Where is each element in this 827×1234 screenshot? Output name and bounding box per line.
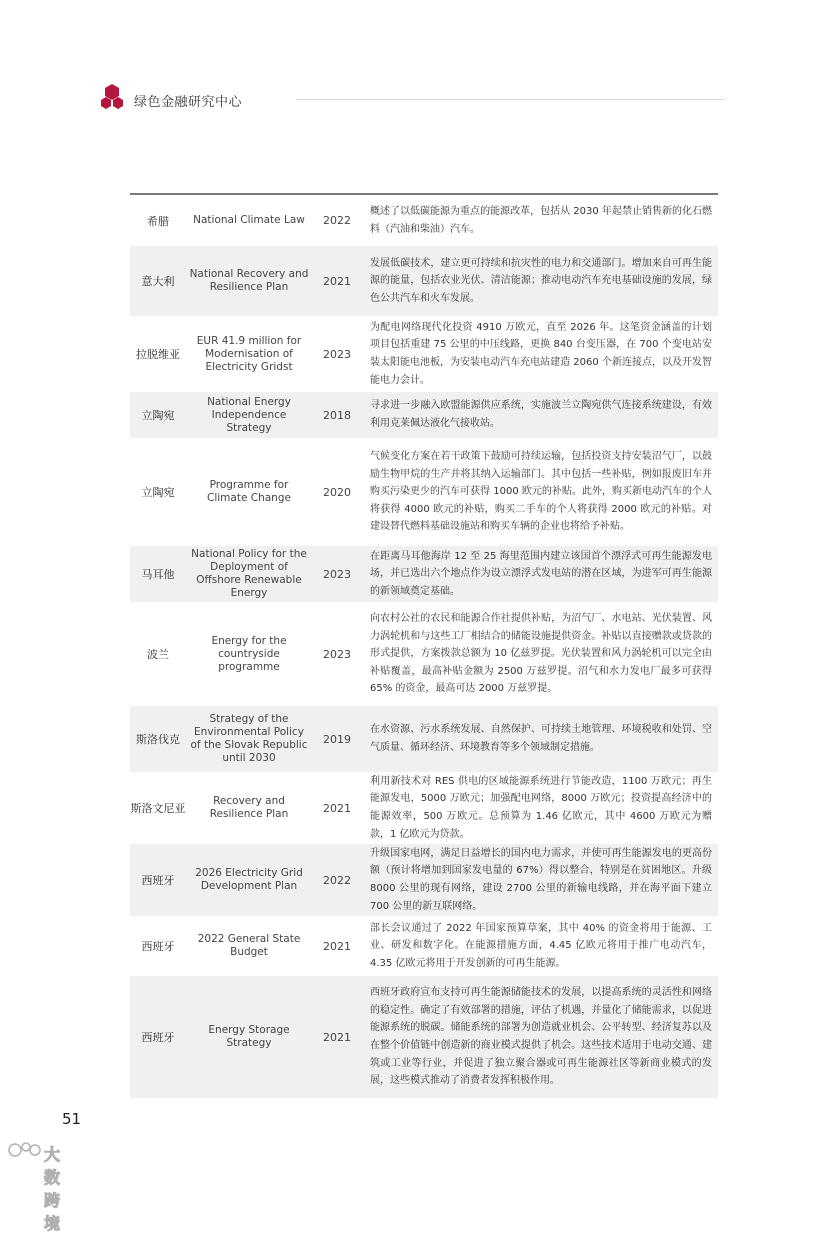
table-row [130,844,718,916]
org-name: 绿色金融研究中心 [134,95,243,110]
description-cell: 概述了以低碳能源为重点的能源改革，包括从 2030 年起禁止销售新的化石燃料（汽油和柴油）汽车。 [362,194,718,246]
table-row [130,772,718,844]
description-cell: 在距离马耳他海岸 12 至 25 海里范围内建立该国首个漂浮式可再生能源发电场，并已选出六个地点作为设立漂浮式发电站的潜在区域，为进军可再生能源的新领域奠定基础。 [362,546,718,602]
policy-name-cell: National Energy Independence Strategy [186,392,312,438]
policy-name-cell: 2022 General State Budget [186,916,312,976]
table-row [130,706,718,772]
country-cell: 斯洛伐克 [130,706,186,772]
year-cell: 2021 [312,772,362,844]
policy-name-cell: Programme for Climate Change [186,438,312,546]
year-cell: 2021 [312,916,362,976]
policy-name-cell: National Recovery and Resilience Plan [186,246,312,316]
year-cell: 2021 [312,976,362,1098]
description-cell: 向农村公社的农民和能源合作社提供补贴，为沼气厂、水电站、光伏装置、风力涡轮机和与这些工厂相结合的储能设施提供资金。补贴以直接赠款或贷款的形式提供，方案拨款总额为 10 亿兹罗提。光伏装置和风力涡轮机可以完全由补贴覆盖，最高补贴金额为 2500 万兹罗提。沼气和水力发电厂最多可获得 65% 的资金，最高可达 2000 万兹罗提。 [362,602,718,706]
country-cell: 西班牙 [130,916,186,976]
year-cell: 2022 [312,844,362,916]
hexagon-cluster-logo-icon [100,84,124,112]
policy-name-cell: EUR 41.9 million for Modernisation of Electricity Gridst [186,316,312,392]
watermark-text: 大数跨境 [44,1145,62,1233]
country-cell: 斯洛文尼亚 [130,772,186,844]
policy-name-cell: Energy for the countryside programme [186,602,312,706]
country-cell: 西班牙 [130,844,186,916]
description-cell: 寻求进一步融入欧盟能源供应系统，实施波兰立陶宛供气连接系统建设，有效利用克莱佩达液化气接收站。 [362,392,718,438]
description-cell: 西班牙政府宣布支持可再生能源储能技术的发展，以提高系统的灵活性和网络的稳定性。确定了有效部署的措施，评估了机遇，并量化了储能需求，以促进能源系统的脱碳。储能系统的部署为创造就业机会、公平转型、经济复苏以及在整个价值链中创造新的商业模式提供了机会。这些技术适用于电动交通、建筑或工业等行业，并促进了独立聚合器或可再生能源社区等新商业模式的发展，这些模式推动了消费者发挥积极作用。 [362,976,718,1098]
policy-name-cell: National Climate Law [186,194,312,246]
policy-table [130,193,718,1098]
description-cell: 升级国家电网，满足日益增长的国内电力需求，并使可再生能源发电的更高份额（预计将增加到国家发电量的 67%）得以整合，特别是在贫困地区。升级 8000 公里的现有网络，建设 2700 公里的新输电线路，并在海平面下建立 700 公里的新互联网络。 [362,844,718,916]
table-row [130,602,718,706]
country-cell: 立陶宛 [130,438,186,546]
year-cell: 2020 [312,438,362,546]
country-cell: 立陶宛 [130,392,186,438]
country-cell: 西班牙 [130,976,186,1098]
table-row [130,976,718,1098]
year-cell: 2023 [312,316,362,392]
country-cell: 意大利 [130,246,186,316]
table-row [130,438,718,546]
year-cell: 2023 [312,546,362,602]
policy-name-cell: National Policy for the Deployment of Offshore Renewable Energy [186,546,312,602]
table-row [130,246,718,316]
description-cell: 部长会议通过了 2022 年国家预算草案，其中 40% 的资金将用于能源、工业、研发和数字化。在能源措施方面，4.45 亿欧元将用于推广电动汽车，4.35 亿欧元将用于开发创新的可再生能源。 [362,916,718,976]
policy-name-cell: Strategy of the Environmental Policy of the Slovak Republic until 2030 [186,706,312,772]
table-row [130,916,718,976]
description-cell: 为配电网络现代化投资 4910 万欧元，直至 2026 年。这笔资金涵盖的计划项目包括重建 75 公里的中压线路，更换 840 台变压器，在 700 个变电站安装太阳能电池板，为安装电动汽车充电站建造 2060 个新连接点，以及开发智能电力会计。 [362,316,718,392]
year-cell: 2019 [312,706,362,772]
description-cell: 利用新技术对 RES 供电的区域能源系统进行节能改造，1100 万欧元；再生能源发电，5000 万欧元；加强配电网络，8000 万欧元；投资提高经济中的能源效率，500 万欧元。总预算为 1.46 亿欧元，其中 4600 万欧元为赠款，1 亿欧元为贷款。 [362,772,718,844]
year-cell: 2022 [312,194,362,246]
year-cell: 2023 [312,602,362,706]
table-row [130,316,718,392]
year-cell: 2021 [312,246,362,316]
table-row [130,546,718,602]
country-cell: 波兰 [130,602,186,706]
country-cell: 希腊 [130,194,186,246]
table-row [130,392,718,438]
policy-name-cell: Energy Storage Strategy [186,976,312,1098]
policy-name-cell: 2026 Electricity Grid Development Plan [186,844,312,916]
table-row [130,194,718,246]
watermark-logo-icon [8,1140,42,1160]
year-cell: 2018 [312,392,362,438]
page-number: 51 [62,1110,82,1128]
header-divider [296,99,725,100]
page-header [100,84,725,114]
country-cell: 拉脱维亚 [130,316,186,392]
policy-name-cell: Recovery and Resilience Plan [186,772,312,844]
description-cell: 气候变化方案在若干政策下鼓励可持续运输，包括投资支持安装沼气厂，以鼓励生物甲烷的生产并将其纳入运输部门。其中包括一些补贴，例如报废旧车并购买污染更少的汽车可获得 1000 欧元的补贴。此外，购买新电动汽车的个人将获得 4000 欧元的补贴，购买二手车的个人将获得 2000 欧元的补贴。对建设替代燃料基础设施站和购买车辆的企业也将给予补贴。 [362,438,718,546]
country-cell: 马耳他 [130,546,186,602]
description-cell: 发展低碳技术，建立更可持续和抗灾性的电力和交通部门。增加来自可再生能源的能量，包括农业光伏、清洁能源；推动电动汽车充电基础设施的发展，绿色公共汽车和火车发展。 [362,246,718,316]
description-cell: 在水资源、污水系统发展、自然保护、可持续土地管理、环境税收和处罚、空气质量、循环经济、环境教育等多个领域制定措施。 [362,706,718,772]
